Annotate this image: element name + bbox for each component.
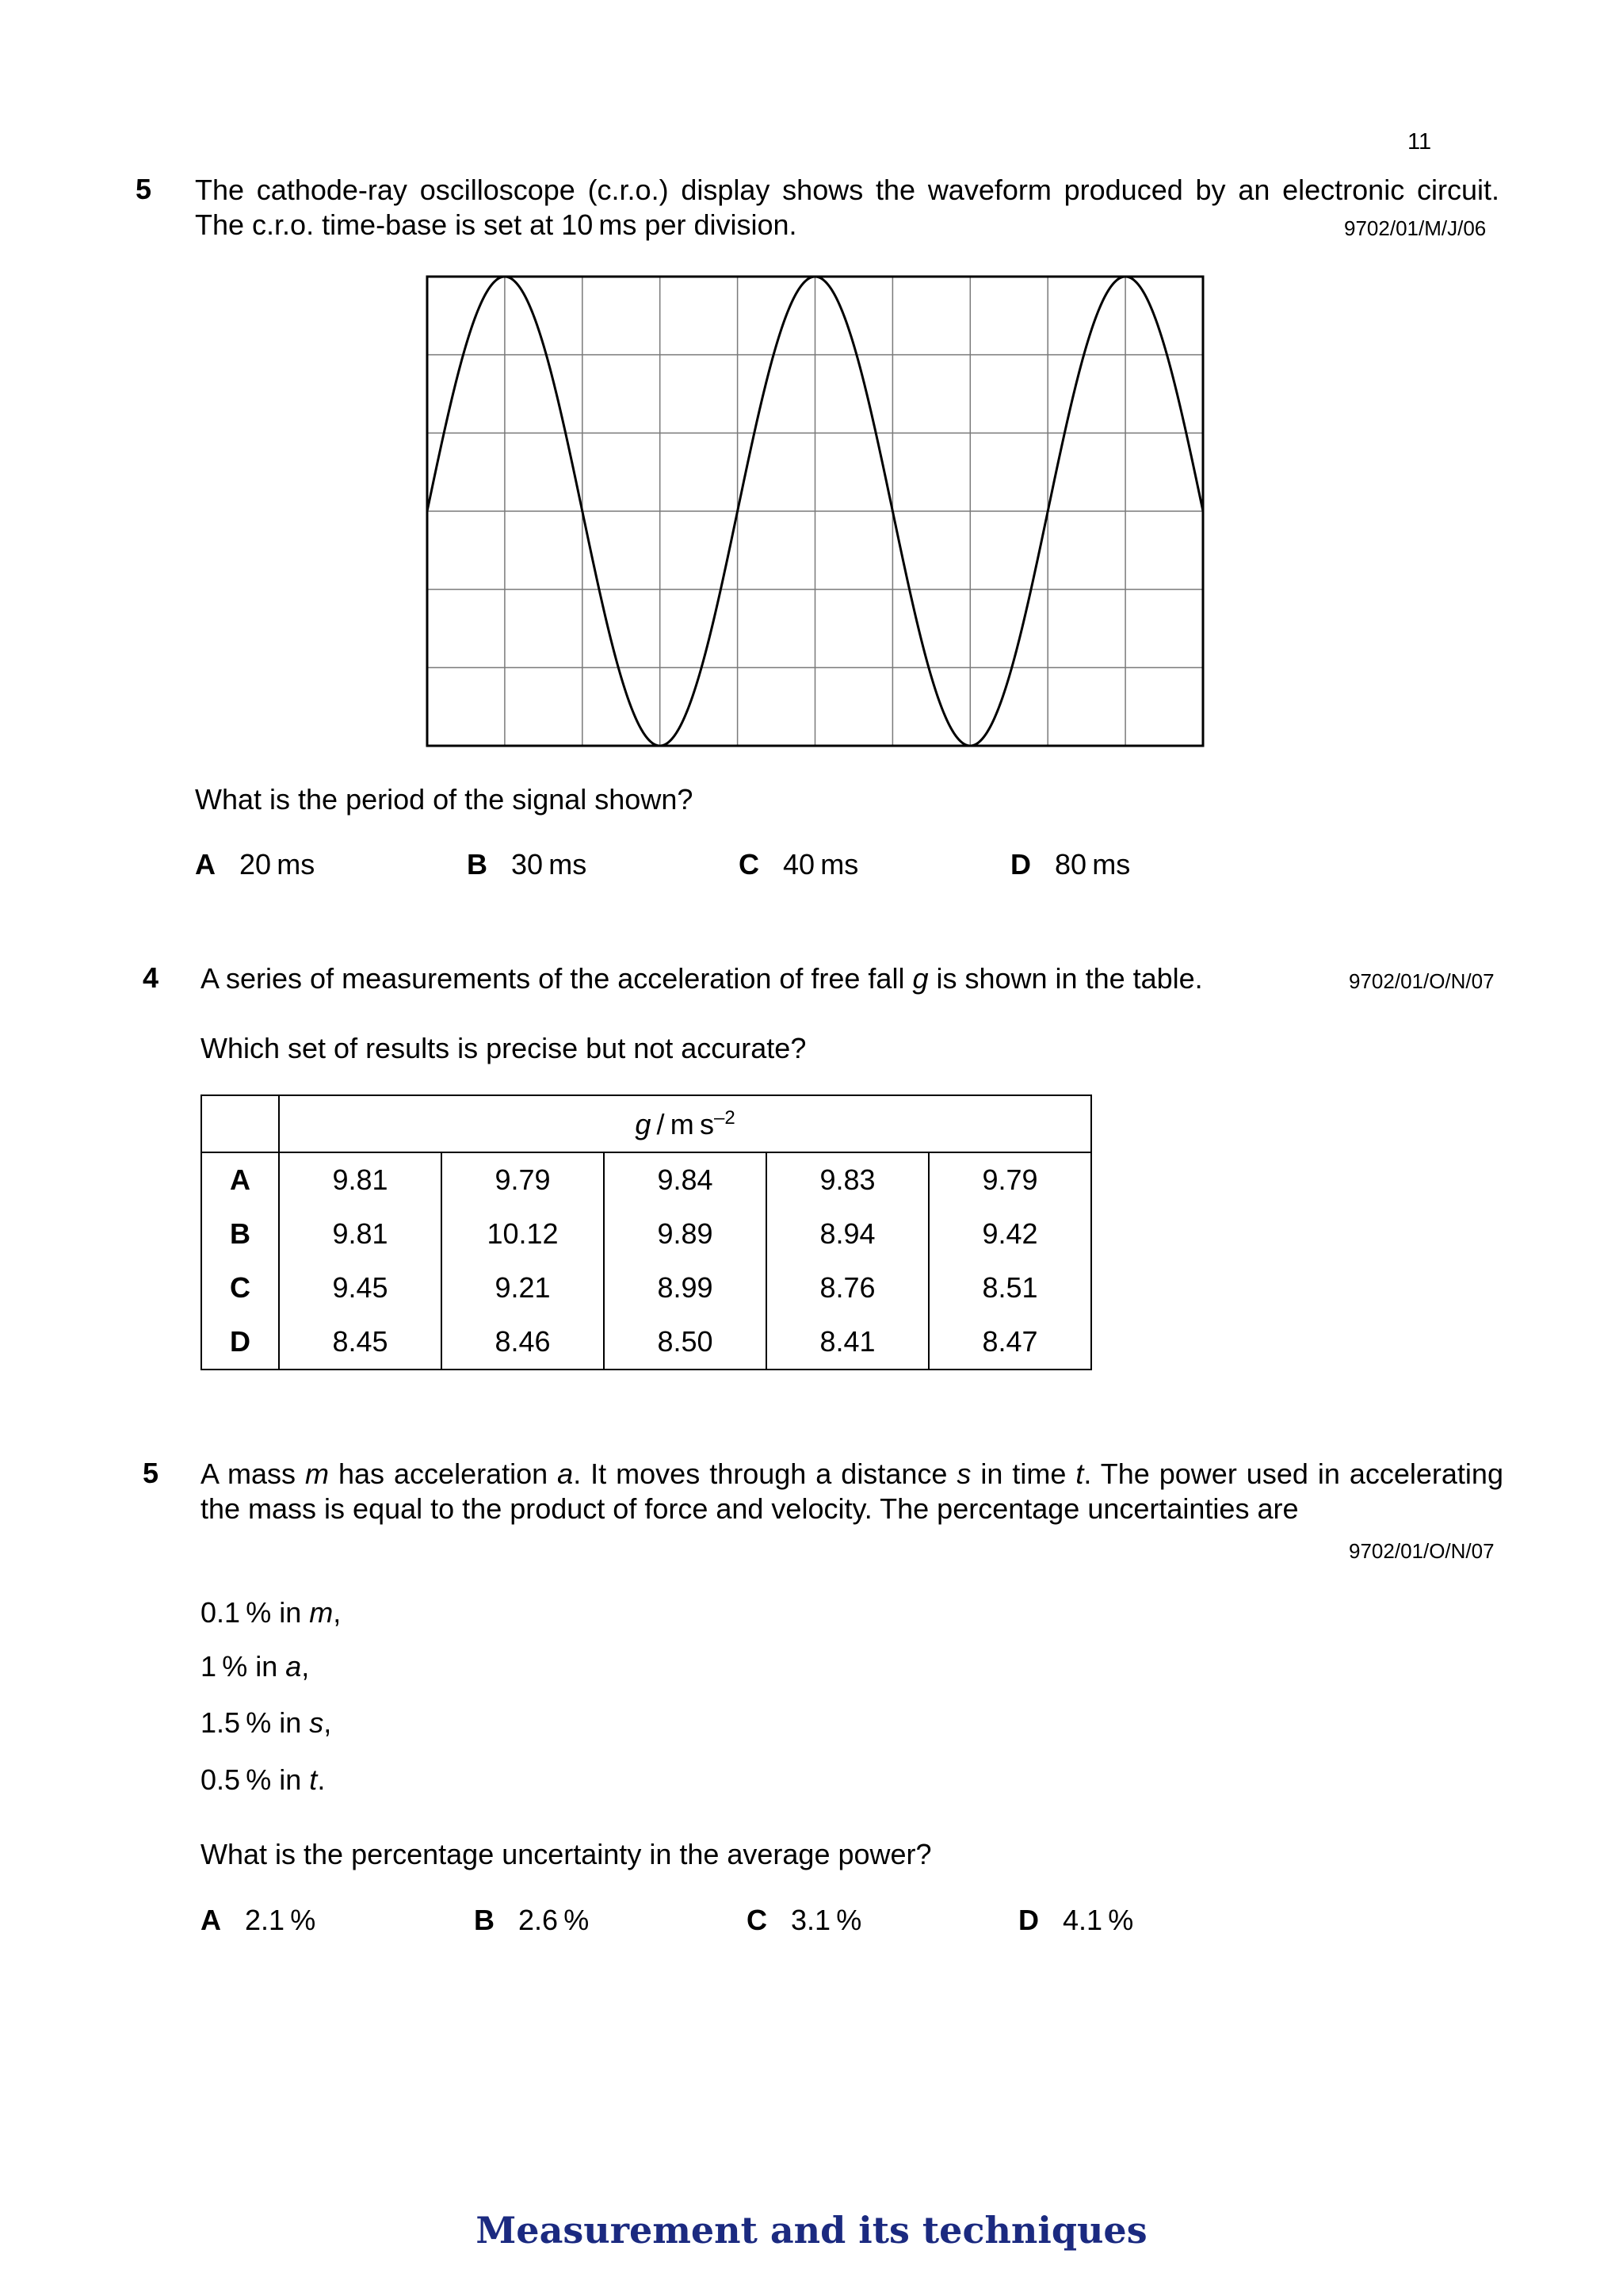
table-cell: 10.12 <box>441 1207 604 1261</box>
question-text: A mass m has acceleration a. It moves through a distance s in time t. The power used in accelerating the mass is equal to the product of force and velocity. The percentage uncertainties are <box>200 1457 1503 1525</box>
table-cell: 8.76 <box>766 1261 929 1315</box>
table-header-row <box>201 1095 1091 1152</box>
table-cell: 9.89 <box>604 1207 766 1261</box>
table-cell: 8.99 <box>604 1261 766 1315</box>
table-cell: 9.79 <box>929 1152 1091 1207</box>
option-b[interactable]: B 2.6 % <box>474 1904 590 1936</box>
table-cell: 8.50 <box>604 1315 766 1370</box>
question-number: 4 <box>143 961 159 994</box>
list-item: 1 % in a, <box>200 1650 310 1683</box>
list-item: 1.5 % in s, <box>200 1706 332 1739</box>
measurements-table <box>200 1095 1092 1370</box>
table-cell: 9.81 <box>279 1207 441 1261</box>
list-item: 0.5 % in t. <box>200 1763 326 1796</box>
question-number: 5 <box>136 173 152 205</box>
row-label: B <box>201 1207 279 1261</box>
table-cell: 8.46 <box>441 1315 604 1370</box>
question-prompt: Which set of results is precise but not accurate? <box>200 1032 807 1064</box>
table-cell: 9.45 <box>279 1261 441 1315</box>
table-row <box>201 1207 1091 1261</box>
list-item: 0.1 % in m, <box>200 1596 342 1629</box>
question-text: A series of measurements of the acceleration of free fall g is shown in the table. <box>200 962 1203 995</box>
row-label: A <box>201 1152 279 1207</box>
option-b[interactable]: B 30 ms <box>467 848 587 881</box>
table-cell: 9.83 <box>766 1152 929 1207</box>
question-reference: 9702/01/O/N/07 <box>1349 1539 1495 1563</box>
table-header: g / m $s^{-2}$ <box>279 1095 1091 1152</box>
table-cell: 8.45 <box>279 1315 441 1370</box>
option-c[interactable]: C 40 ms <box>739 848 859 881</box>
cro-display <box>426 275 1205 747</box>
table-cell: 9.21 <box>441 1261 604 1315</box>
option-a[interactable]: A 2.1 % <box>200 1904 316 1936</box>
question-prompt: What is the period of the signal shown? <box>195 783 693 816</box>
option-c[interactable]: C 3.1 % <box>747 1904 862 1936</box>
table-row <box>201 1315 1091 1370</box>
table-cell: 9.84 <box>604 1152 766 1207</box>
chapter-footer: Measurement and its techniques <box>475 2209 1148 2252</box>
row-label: C <box>201 1261 279 1315</box>
option-d[interactable]: D 4.1 % <box>1018 1904 1134 1936</box>
question-reference: 9702/01/O/N/07 <box>1349 969 1495 993</box>
table-corner-cell <box>201 1095 279 1152</box>
table-cell: 8.47 <box>929 1315 1091 1370</box>
question-text: The cathode-ray oscilloscope (c.r.o.) display shows the waveform produced by an electronic circuit. The c.r.o. time-base is set at 10 ms per division. <box>195 174 1499 241</box>
table-row <box>201 1152 1091 1207</box>
table-cell: 8.41 <box>766 1315 929 1370</box>
table-cell: 9.81 <box>279 1152 441 1207</box>
question-prompt: What is the percentage uncertainty in the average power? <box>200 1838 932 1870</box>
page-number: 11 <box>1407 129 1432 155</box>
option-a[interactable]: A 20 ms <box>195 848 315 881</box>
table-cell: 9.79 <box>441 1152 604 1207</box>
table-row <box>201 1261 1091 1315</box>
question-reference: 9702/01/M/J/06 <box>1344 216 1487 240</box>
table-cell: 8.94 <box>766 1207 929 1261</box>
question-number: 5 <box>143 1457 159 1489</box>
table-cell: 8.51 <box>929 1261 1091 1315</box>
row-label: D <box>201 1315 279 1370</box>
option-d[interactable]: D 80 ms <box>1010 848 1131 881</box>
table-cell: 9.42 <box>929 1207 1091 1261</box>
